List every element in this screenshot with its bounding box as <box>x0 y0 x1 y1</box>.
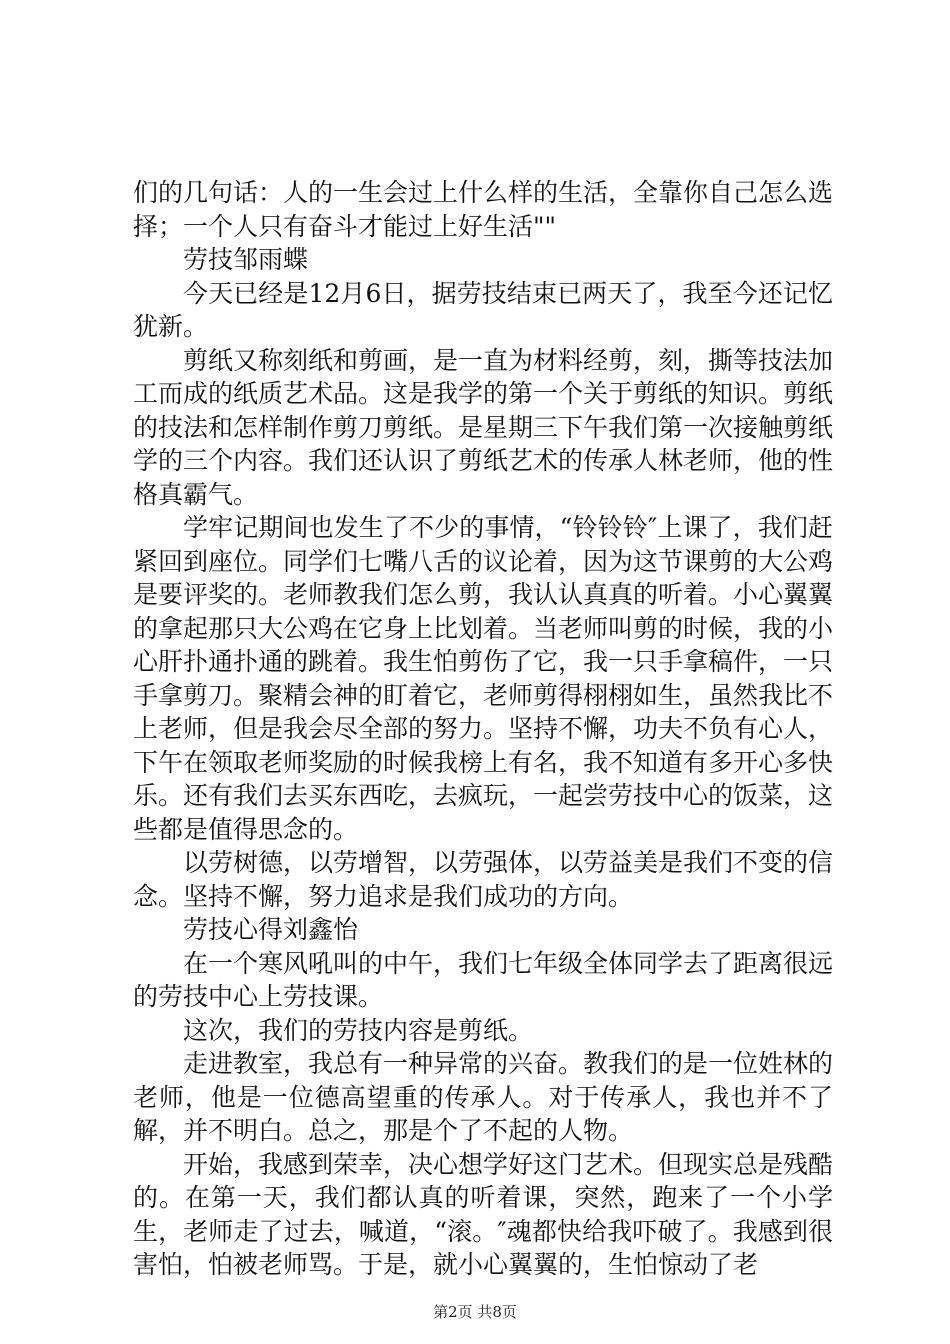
paragraph-5: 学牢记期间也发生了不少的事情，“铃铃铃″上课了，我们赶紧回到座位。同学们七嘴八舌的议论着，因为这节课剪的大公鸡是要评奖的。老师教我们怎么剪，我认认真真的听着。小心翼翼的拿起那只大公鸡在它身上比划着。当老师叫剪的时候，我的小心肝扑通扑通的跳着。我生怕剪伤了它，我一只手拿稿件，一只手拿剪刀。聚精会神的盯着它，老师剪得栩栩如生，虽然我比不上老师，但是我会尽全部的努力。坚持不懈，功夫不负有心人，下午在领取老师奖励的时候我榜上有名，我不知道有多开心多快乐。还有我们去买东西吃，去疯玩，一起尝劳技中心的饭菜，这些都是值得思念的。 <box>133 513 834 844</box>
paragraph-heading-liu: 劳技心得刘鑫怡 <box>183 915 359 944</box>
paragraph-11: 开始，我感到荣幸，决心想学好这门艺术。但现实总是残酷的。在第一天，我们都认真的听着课，突然，跑来了一个小学生，老师走了过去，喊道，“滚。″魂都快给我吓破了。我感到很害怕，怕被老师骂。于是，就小心翼翼的，生怕惊动了老 <box>133 1149 834 1279</box>
paragraph-4: 剪纸又称刻纸和剪画，是一直为材料经剪，刻，撕等技法加工而成的纸质艺术品。这是我学的第一个关于剪纸的知识。剪纸的技法和怎样制作剪刀剪纸。是星期三下午我们第一次接触剪纸学的三个内容。我们还认识了剪纸艺术的传承人林老师，他的性格真霸气。 <box>133 345 834 509</box>
page-footer <box>0 1301 950 1322</box>
document-body <box>133 176 833 1282</box>
paragraph-heading-zou: 劳技邹雨蝶 <box>183 245 309 274</box>
paragraph-1: 们的几句话：人的一生会过上什么样的生活，全靠你自己怎么选择；一个人只有奋斗才能过上好生活"" <box>133 178 834 241</box>
paragraph-9: 这次，我们的劳技内容是剪纸。 <box>183 1015 534 1045</box>
paragraph-3: 今天已经是12月6日，据劳技结束已两天了，我至今还记忆犹新。 <box>133 278 833 341</box>
paragraph-6: 以劳树德，以劳增智，以劳强体，以劳益美是我们不变的信念。坚持不懈，努力追求是我们成功的方向。 <box>133 848 834 911</box>
paragraph-8: 在一个寒风吼叫的中午，我们七年级全体同学去了距离很远的劳技中心上劳技课。 <box>133 948 834 1011</box>
page-number-label: 第2页 共8页 <box>433 1303 517 1321</box>
paragraph-10: 走进教室，我总有一种异常的兴奋。教我们的是一位姓林的老师，他是一位德高望重的传承人。对于传承人，我也并不了解，并不明白。总之，那是个了不起的人物。 <box>133 1049 834 1145</box>
